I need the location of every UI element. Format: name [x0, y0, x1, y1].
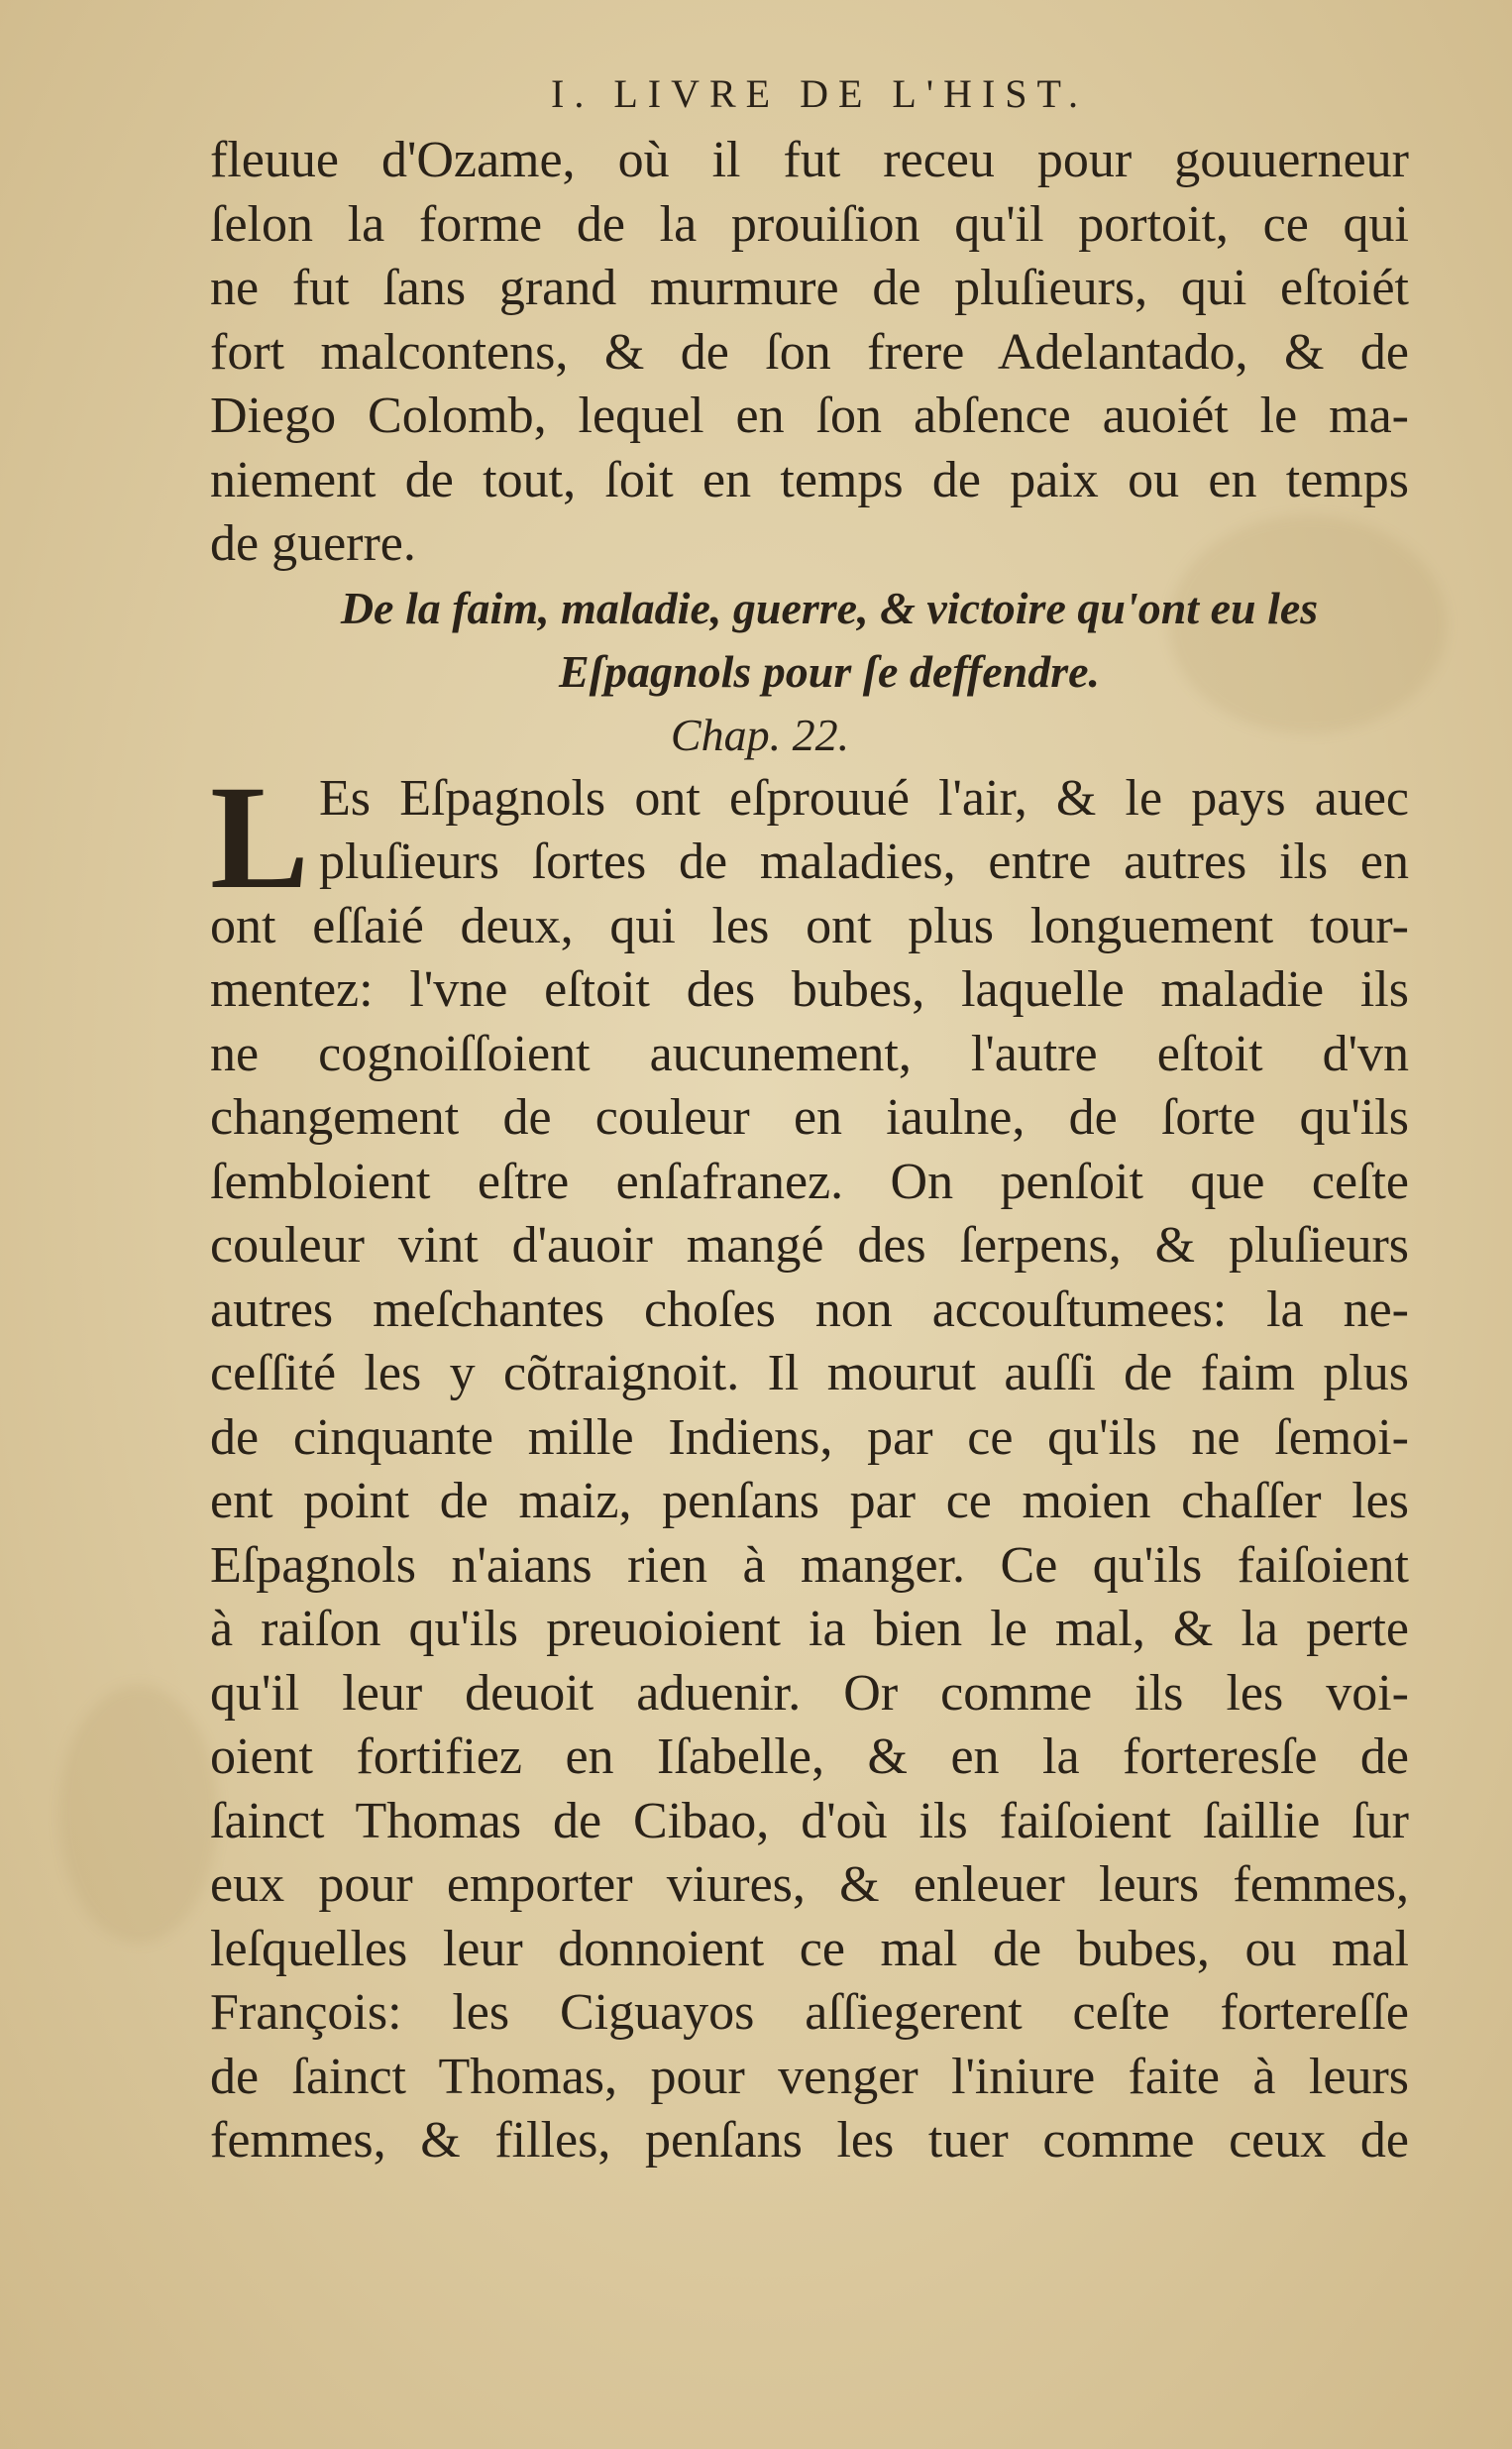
text-line: ceſſité les y cõtraignoit. Il mourut auſſi de faim plus	[210, 1345, 1409, 1401]
paragraph-continued	[210, 129, 1409, 577]
text-line: François: les Ciguayos aſſiegerent ceſte fortereſſe	[210, 1984, 1409, 2041]
text-line: couleur vint d'auoir mangé des ſerpens, & pluſieurs	[210, 1217, 1409, 1274]
text-line: changement de couleur en iaulne, de ſorte qu'ils	[210, 1089, 1409, 1146]
text-line: qu'il leur deuoit aduenir. Or comme ils les voi-	[210, 1664, 1409, 1722]
text-line: ſelon la forme de la prouiſion qu'il portoit, ce qui	[210, 195, 1409, 253]
text-line: à raiſon qu'ils preuoioient ia bien le mal, & la perte	[210, 1601, 1409, 1657]
text-line: de cinquante mille Indiens, par ce qu'ils ne ſemoi-	[210, 1408, 1409, 1466]
chapter-number: Chap. 22.	[670, 709, 850, 760]
text-line: mentez: l'vne eſtoit des bubes, laquelle maladie ils	[210, 961, 1409, 1018]
chapter-title: De la faim, maladie, guerre, & victoire qu'ont eu les	[340, 582, 1319, 633]
text-line: fleuue d'Ozame, où il fut receu pour gouuerneur	[210, 132, 1409, 188]
text-line: autres meſchantes choſes non accouſtumees: la ne-	[210, 1280, 1409, 1338]
paper-stain	[59, 1685, 218, 1943]
text-line: pluſieurs ſortes de maladies, entre autres ils en	[319, 834, 1409, 890]
text-line: ont eſſaié deux, qui les ont plus longuement tour-	[210, 897, 1409, 954]
chapter-paragraph-body	[210, 895, 1409, 2173]
text-line: de ſainct Thomas, pour venger l'iniure faite à leurs	[210, 2048, 1409, 2105]
text-line: oient fortifiez en Iſabelle, & en la forteresſe de	[210, 1728, 1409, 1785]
text-line: ent point de maiz, penſans par ce moien chaſſer les	[210, 1473, 1409, 1529]
running-header: I. LIVRE DE L'HIST.	[551, 71, 1088, 116]
text-line: ne fut ſans grand murmure de pluſieurs, qui eſtoiét	[210, 260, 1409, 316]
text-line: femmes, & filles, penſans les tuer comme ceux de	[210, 2112, 1409, 2169]
text-line: de guerre.	[210, 515, 416, 572]
text-line: Es Eſpagnols ont eſprouué l'air, & le pays auec	[319, 769, 1409, 827]
text-line: Diego Colomb, lequel en ſon abſence auoiét le ma-	[210, 388, 1409, 444]
text-block	[210, 59, 1409, 2173]
chapter-paragraph	[210, 754, 1409, 920]
text-line: ſembloient eſtre enſafranez. On penſoit que ceſte	[210, 1153, 1409, 1210]
drop-cap: L	[210, 754, 310, 920]
chapter-title: Eſpagnols pour ſe deffendre.	[558, 645, 1101, 697]
text-line: Eſpagnols n'aians rien à manger. Ce qu'ils faiſoient	[210, 1536, 1409, 1594]
chapter-heading	[210, 577, 1409, 767]
text-line: eux pour emporter viures, & enleuer leurs femmes,	[210, 1856, 1409, 1913]
text-line: niement de tout, ſoit en temps de paix ou en temps	[210, 451, 1409, 508]
text-line: ne cognoiſſoient aucunement, l'autre eſtoit d'vn	[210, 1025, 1409, 1082]
text-line: leſquelles leur donnoient ce mal de bubes, ou mal	[210, 1920, 1409, 1977]
text-line: ſainct Thomas de Cibao, d'où ils faiſoient ſaillie ſur	[210, 1792, 1409, 1849]
text-line: fort malcontens, & de ſon frere Adelantado, & de	[210, 323, 1409, 381]
